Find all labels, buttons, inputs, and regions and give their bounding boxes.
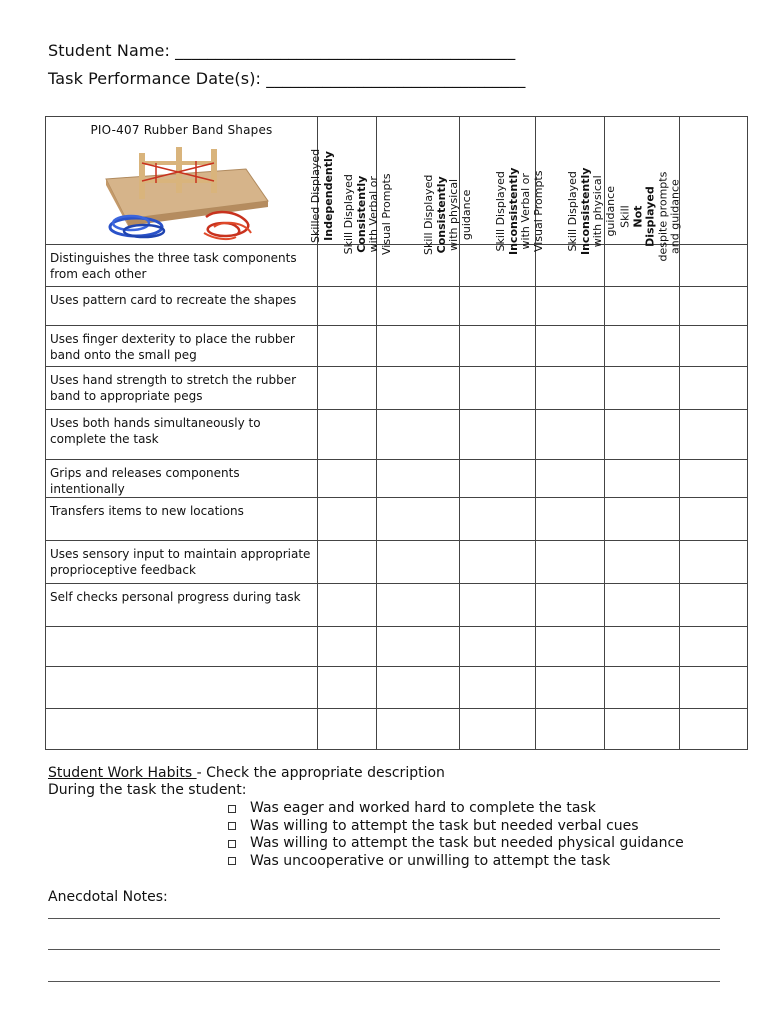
- skill-description: Uses pattern card to recreate the shapes: [46, 287, 318, 326]
- skill-description: Grips and releases components intentionally: [46, 460, 318, 498]
- rating-cell[interactable]: [605, 627, 680, 667]
- column-header-text: Visual Prompts: [379, 173, 393, 255]
- rating-cell[interactable]: [605, 367, 680, 410]
- rating-cell[interactable]: [680, 460, 748, 498]
- skill-description: Uses sensory input to maintain appropriate proprioceptive feedback: [46, 541, 318, 584]
- rating-cell[interactable]: [377, 541, 460, 584]
- checkbox[interactable]: [228, 840, 236, 848]
- column-header-text: with physical: [446, 178, 460, 251]
- column-header-text: Displayed: [643, 185, 657, 247]
- rating-cell[interactable]: [377, 627, 460, 667]
- column-header-text: Consistently: [354, 175, 368, 253]
- rating-cell[interactable]: [536, 541, 605, 584]
- rating-cell[interactable]: [536, 498, 605, 541]
- column-header-text: Skill Displayed: [566, 171, 579, 252]
- work-habits-heading: Student Work Habits: [48, 765, 197, 781]
- rating-cell[interactable]: [680, 326, 748, 367]
- column-header-text: Consistently: [434, 176, 447, 254]
- rating-cell[interactable]: [605, 410, 680, 460]
- checkbox[interactable]: [228, 805, 236, 813]
- table-row: [46, 584, 748, 627]
- rating-cell[interactable]: [318, 584, 377, 627]
- habit-option[interactable]: [228, 800, 684, 818]
- student-name-field[interactable]: Student Name: __________________________________________: [48, 41, 516, 60]
- rating-cell[interactable]: [536, 709, 605, 750]
- table-row: [46, 541, 748, 584]
- rating-cell[interactable]: [536, 584, 605, 627]
- column-header-text: guidance: [603, 186, 617, 237]
- table-row: [46, 498, 748, 541]
- habit-option-label: Was eager and worked hard to complete the task: [250, 800, 596, 816]
- rating-cell[interactable]: [318, 460, 377, 498]
- column-header-text: Inconsistently: [506, 167, 520, 255]
- rating-cell[interactable]: [377, 667, 460, 709]
- table-row: [46, 367, 748, 410]
- rating-cell[interactable]: [460, 410, 536, 460]
- rating-cell[interactable]: [318, 709, 377, 750]
- table-header-row: [46, 117, 748, 245]
- rating-cell[interactable]: [460, 667, 536, 709]
- column-header-text: with Verbal or: [519, 173, 532, 250]
- rating-cell[interactable]: [605, 498, 680, 541]
- rating-cell[interactable]: [680, 245, 748, 287]
- rating-cell[interactable]: [460, 584, 536, 627]
- column-header-text: Skill: [618, 205, 632, 228]
- rating-cell[interactable]: [680, 287, 748, 326]
- rating-cell[interactable]: [680, 410, 748, 460]
- table-row: [46, 460, 748, 498]
- rating-cell[interactable]: [680, 627, 748, 667]
- skill-description: Uses finger dexterity to place the rubber band onto the small peg: [46, 326, 318, 367]
- table-row: [46, 667, 748, 709]
- column-header-text: guidance: [459, 189, 472, 241]
- rating-cell[interactable]: [460, 287, 536, 326]
- habit-option-label: Was willing to attempt the task but needed verbal cues: [250, 817, 639, 834]
- habit-option[interactable]: [228, 853, 684, 871]
- checkbox[interactable]: [228, 857, 236, 865]
- rating-cell[interactable]: [318, 541, 377, 584]
- column-header-6: [618, 117, 748, 262]
- column-header-text: with physical: [591, 175, 604, 248]
- column-header-text: Skill Displayed: [494, 171, 507, 252]
- rubber-band-board-image: [96, 139, 271, 242]
- rating-cell[interactable]: [536, 326, 605, 367]
- rating-cell[interactable]: [318, 367, 377, 410]
- rating-cell[interactable]: [605, 326, 680, 367]
- rating-cell[interactable]: [605, 709, 680, 750]
- rating-cell[interactable]: [536, 367, 605, 410]
- rating-cell[interactable]: [460, 326, 536, 367]
- table-row: [46, 627, 748, 667]
- skill-description: Transfers items to new locations: [46, 498, 318, 541]
- task-title-cell: [46, 117, 318, 245]
- rating-cell[interactable]: [318, 498, 377, 541]
- column-header-text: despite prompts: [656, 171, 670, 262]
- table-row: [46, 326, 748, 367]
- rating-cell[interactable]: [377, 584, 460, 627]
- column-header-text: Independently: [321, 150, 334, 241]
- column-header-text: with Verbal or: [367, 176, 380, 253]
- skill-description: Uses hand strength to stretch the rubber band to appropriate pegs: [46, 367, 318, 410]
- rating-cell[interactable]: [680, 498, 748, 541]
- column-header-text: Not: [631, 205, 645, 228]
- rating-cell[interactable]: [377, 498, 460, 541]
- rating-cell[interactable]: [377, 326, 460, 367]
- rating-cell[interactable]: [318, 410, 377, 460]
- rating-cell[interactable]: [536, 667, 605, 709]
- rating-cell[interactable]: [680, 541, 748, 584]
- rating-cell[interactable]: [318, 326, 377, 367]
- rating-cell[interactable]: [460, 541, 536, 584]
- rating-cell[interactable]: [680, 367, 748, 410]
- rating-cell[interactable]: [460, 627, 536, 667]
- column-header-text: Visual Prompts: [531, 170, 545, 253]
- habit-option[interactable]: [228, 818, 684, 836]
- rating-cell[interactable]: [377, 460, 460, 498]
- rating-cell[interactable]: [536, 287, 605, 326]
- skill-description: [46, 709, 318, 750]
- anecdotal-notes-label: Anecdotal Notes:: [48, 889, 168, 905]
- skill-description: [46, 667, 318, 709]
- rating-cell[interactable]: [536, 410, 605, 460]
- column-header-text: Skill Displayed: [421, 174, 435, 255]
- habit-option-label: Was willing to attempt the task but needed physical guidance: [250, 835, 684, 851]
- work-habits-intro: During the task the student:: [48, 782, 247, 798]
- column-header-text: and guidance: [668, 178, 682, 254]
- table-row: [46, 287, 748, 326]
- rating-cell[interactable]: [460, 460, 536, 498]
- rating-cell[interactable]: [460, 367, 536, 410]
- task-title: PIO-407 Rubber Band Shapes: [90, 123, 273, 137]
- work-habits-options: [228, 800, 684, 870]
- skill-description: Distinguishes the three task components from each other: [46, 245, 318, 287]
- notes-line[interactable]: [48, 918, 720, 919]
- rating-cell[interactable]: [605, 460, 680, 498]
- rating-cell[interactable]: [460, 709, 536, 750]
- rating-cell[interactable]: [605, 584, 680, 627]
- rating-cell[interactable]: [318, 627, 377, 667]
- skill-description: Uses both hands simultaneously to complete the task: [46, 410, 318, 460]
- rating-cell[interactable]: [605, 287, 680, 326]
- table-row: [46, 410, 748, 460]
- rating-cell[interactable]: [318, 287, 377, 326]
- rating-cell[interactable]: [377, 287, 460, 326]
- rating-cell[interactable]: [377, 410, 460, 460]
- rating-cell[interactable]: [377, 709, 460, 750]
- column-header-text: Skill Displayed: [342, 174, 355, 255]
- skill-description: Self checks personal progress during task: [46, 584, 318, 627]
- table-row: [46, 709, 748, 750]
- skill-description: [46, 627, 318, 667]
- rating-cell[interactable]: [318, 667, 377, 709]
- rating-cell[interactable]: [536, 460, 605, 498]
- column-header-text: Inconsistently: [578, 167, 592, 255]
- rating-cell[interactable]: [377, 367, 460, 410]
- rating-cell[interactable]: [460, 498, 536, 541]
- column-header-text: Skilled Displayed: [308, 148, 322, 243]
- work-habits-instruction: - Check the appropriate description: [196, 765, 445, 781]
- checkbox[interactable]: [228, 822, 236, 830]
- rating-cell[interactable]: [680, 667, 748, 709]
- rating-cell[interactable]: [605, 667, 680, 709]
- habit-option-label: Was uncooperative or unwilling to attempt the task: [250, 852, 611, 869]
- task-dates-field[interactable]: Task Performance Date(s): ________________________________: [48, 69, 526, 88]
- notes-line[interactable]: [48, 949, 720, 950]
- work-habits-section: [48, 765, 445, 799]
- rating-cell[interactable]: [680, 584, 748, 627]
- notes-line[interactable]: [48, 981, 720, 982]
- rating-cell[interactable]: [605, 541, 680, 584]
- rating-cell[interactable]: [680, 709, 748, 750]
- skills-table: [45, 116, 748, 750]
- rating-cell[interactable]: [536, 627, 605, 667]
- habit-option[interactable]: [228, 835, 684, 853]
